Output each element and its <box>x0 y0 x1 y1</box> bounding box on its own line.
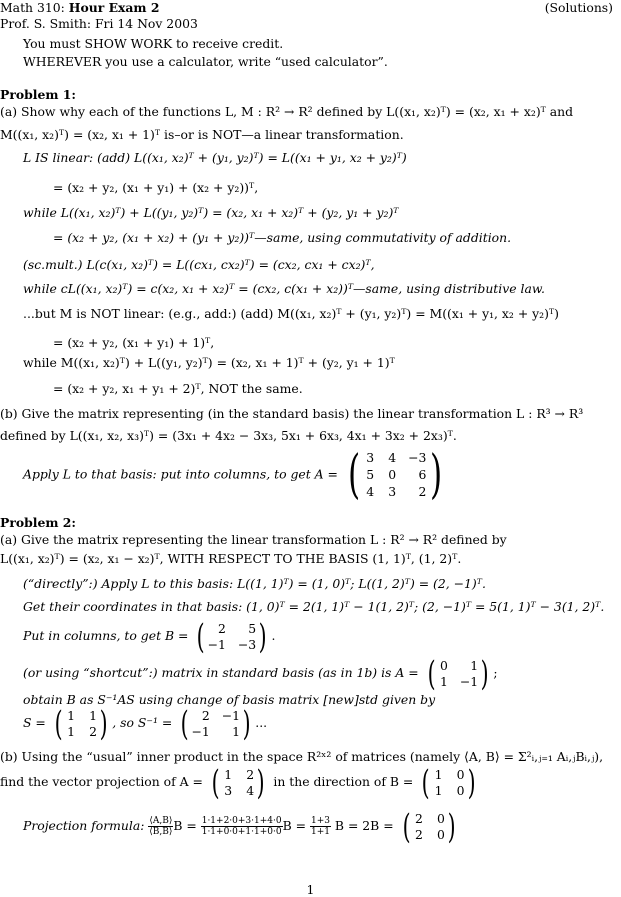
p2-matrix-b-line: Put in columns, to get B = ( 2 5 −1 −3 ) . <box>23 616 276 657</box>
fraction-inner-products: $\frac{⟨A,B⟩}{⟨B,B⟩}$ <box>149 816 173 837</box>
p2-s-matrix-line <box>0 703 621 744</box>
projection-question-a: find the vector projection of A = <box>0 774 203 789</box>
p2-change-basis-line: obtain B as S⁻¹AS using change of basis matrix [new]std given by <box>23 692 436 707</box>
matrix-projection-b: ( 1 0 1 0 ) <box>421 762 476 803</box>
page-number: 1 <box>306 882 315 897</box>
p1-l-mult-line1: (sc.mult.) L(c(x₁, x₂)ᵀ) = L((cx₁, cx₂)ᵀ) = (cx₂, cx₁ + cx₂)ᵀ, <box>23 257 375 272</box>
problem2-b-question-line2 <box>0 762 621 803</box>
p2-directly-line: (“directly”:) Apply L to this basis: L((1, 1)ᵀ) = (1, 0)ᵀ; L((1, 2)ᵀ) = (2, −1)ᵀ. <box>23 576 486 591</box>
course-label: Math 310: <box>0 0 65 15</box>
p2-matrix-b-text: Put in columns, to get B = <box>23 628 189 643</box>
matrix-s: ( 1 1 1 2 ) <box>54 703 108 744</box>
s-label: S = <box>23 715 46 730</box>
p1-l-add-line3: while L((x₁, x₂)ᵀ) + L((y₁, y₂)ᵀ) = (x₂, x₁ + x₂)ᵀ + (y₂, y₁ + y₂)ᵀ <box>23 205 399 220</box>
p1-l-add-line1: L IS linear: (add) L((x₁, x₂)ᵀ + (y₁, y₂)ᵀ) = L((x₁ + y₁, x₂ + y₂)ᵀ) <box>23 150 407 165</box>
p1-m-line3: while M((x₁, x₂)ᵀ) + L((y₁, y₂)ᵀ) = (x₂, x₁ + 1)ᵀ + (y₂, y₁ + 1)ᵀ <box>23 355 395 370</box>
problem2-b-question-line1: (b) Using the “usual” inner product in the space R²ˣ² of matrices (namely ⟨A, B⟩ = Σ²ᵢ,ⱼ₌₁ Aᵢ,ⱼBᵢ,ⱼ), <box>0 749 604 764</box>
problem1-b-question-line2: defined by L((x₁, x₂, x₃)ᵀ) = (3x₁ + 4x₂ − 3x₃, 5x₁ + 6x₃, 4x₁ + 3x₂ + 2x₃)ᵀ. <box>0 428 457 443</box>
solutions-label: (Solutions) <box>544 0 613 15</box>
matrix-projection-a: ( 1 2 3 4 ) <box>211 762 265 803</box>
instruction-show-work: You must SHOW WORK to receive credit. <box>23 36 284 51</box>
p2-shortcut-line: (or using “shortcut”:) matrix in standard basis (as in 1b) is A = ( 0 1 1 −1 ) ; <box>23 653 498 694</box>
matrix-s-inverse: ( 2 −1 −1 1 ) <box>180 703 251 744</box>
prof-date: Prof. S. Smith: Fri 14 Nov 2003 <box>0 16 198 31</box>
instruction-calculator: WHEREVER you use a calculator, write “used calculator”. <box>23 54 388 69</box>
exam-header <box>0 0 621 15</box>
projection-question-b: in the direction of B = <box>273 774 414 789</box>
projection-tail: B = 2B = <box>334 818 394 833</box>
matrix-a-3x3: ( 3 4 −3 5 0 6 4 3 2 ) <box>347 445 443 505</box>
matrix-projection-result: ( 2 0 2 0 ) <box>402 806 456 847</box>
matrix-b: ( 2 5 −1 −3 ) <box>197 616 267 657</box>
problem2-a-question-line1: (a) Give the matrix representing the linear transformation L : R² → R² defined by <box>0 532 507 547</box>
projection-formula-label: Projection formula: <box>23 818 145 833</box>
fraction-simplified: $\frac{1+3}{1+1}$ <box>310 816 330 837</box>
p1-m-line1: ...but M is NOT linear: (e.g., add:) (add) M((x₁, x₂)ᵀ + (y₁, y₂)ᵀ) = M((x₁ + y₁, x₂ + y₂)ᵀ) <box>23 306 559 321</box>
problem1-b-question-line1: (b) Give the matrix representing (in the standard basis) the linear transformation L : R³ → R³ <box>0 406 584 421</box>
ellipsis: ... <box>255 715 268 730</box>
problem1-title: Problem 1: <box>0 87 76 102</box>
problem1-a-question-line2: M((x₁, x₂)ᵀ) = (x₂, x₁ + 1)ᵀ is–or is NOT—a linear transformation. <box>0 127 404 142</box>
p1-l-add-line4: = (x₂ + y₂, (x₁ + x₂) + (y₁ + y₂))ᵀ—same, using commutativity of addition. <box>53 230 512 245</box>
p1-m-line4: = (x₂ + y₂, x₁ + y₁ + 2)ᵀ, NOT the same. <box>53 381 303 396</box>
problem1-b-answer-text: Apply L to that basis: put into columns, to get A = <box>23 466 338 482</box>
p1-m-line2: = (x₂ + y₂, (x₁ + y₁) + 1)ᵀ, <box>53 335 215 350</box>
problem1-a-question-line1: (a) Show why each of the functions L, M : R² → R² defined by L((x₁, x₂)ᵀ) = (x₂, x₁ + x₂)ᵀ and <box>0 104 574 119</box>
p2-shortcut-text: (or using “shortcut”:) matrix in standard basis (as in 1b) is A = <box>23 665 419 680</box>
s-inverse-label: , so S⁻¹ = <box>112 715 173 730</box>
p2-coordinates-line: Get their coordinates in that basis: (1, 0)ᵀ = 2(1, 1)ᵀ − 1(1, 2)ᵀ; (2, −1)ᵀ = 5(1, 1)ᵀ − 3(1, 2)ᵀ. <box>23 599 605 614</box>
problem2-a-question-line2: L((x₁, x₂)ᵀ) = (x₂, x₁ − x₂)ᵀ, WITH RESPECT TO THE BASIS (1, 1)ᵀ, (1, 2)ᵀ. <box>0 551 462 566</box>
p1-l-mult-line2: while cL((x₁, x₂)ᵀ) = c(x₂, x₁ + x₂)ᵀ = (cx₂, c(x₁ + x₂))ᵀ—same, using distributive law. <box>23 281 545 296</box>
fraction-expanded: $\frac{1\cdot 1+2\cdot 0+3\cdot 1+4\cdot 0}{1\cdot 1+0\cdot 0+1\cdot 1+0\cdot 0}$ <box>201 816 282 837</box>
projection-formula-line: Projection formula: $\frac{⟨A,B⟩}{⟨B,B⟩}$ B = $\frac{1\cdot 1+2\cdot 0+3\cdot 1+4\cdot 0}{1\cdot 1+0\cdot 0+1\cdot 1+0\cdot 0}$ B = $\frac{1+3}{1+1}$ B = 2B = ( 2 0 2 0 ) <box>0 808 621 844</box>
matrix-a-standard: ( 0 1 1 −1 ) <box>427 653 489 694</box>
problem1-b-answer <box>0 445 621 505</box>
problem2-title: Problem 2: <box>0 515 76 530</box>
p1-l-add-line2: = (x₂ + y₂, (x₁ + y₁) + (x₂ + y₂))ᵀ, <box>53 180 259 195</box>
exam-title: Hour Exam 2 <box>68 0 160 15</box>
